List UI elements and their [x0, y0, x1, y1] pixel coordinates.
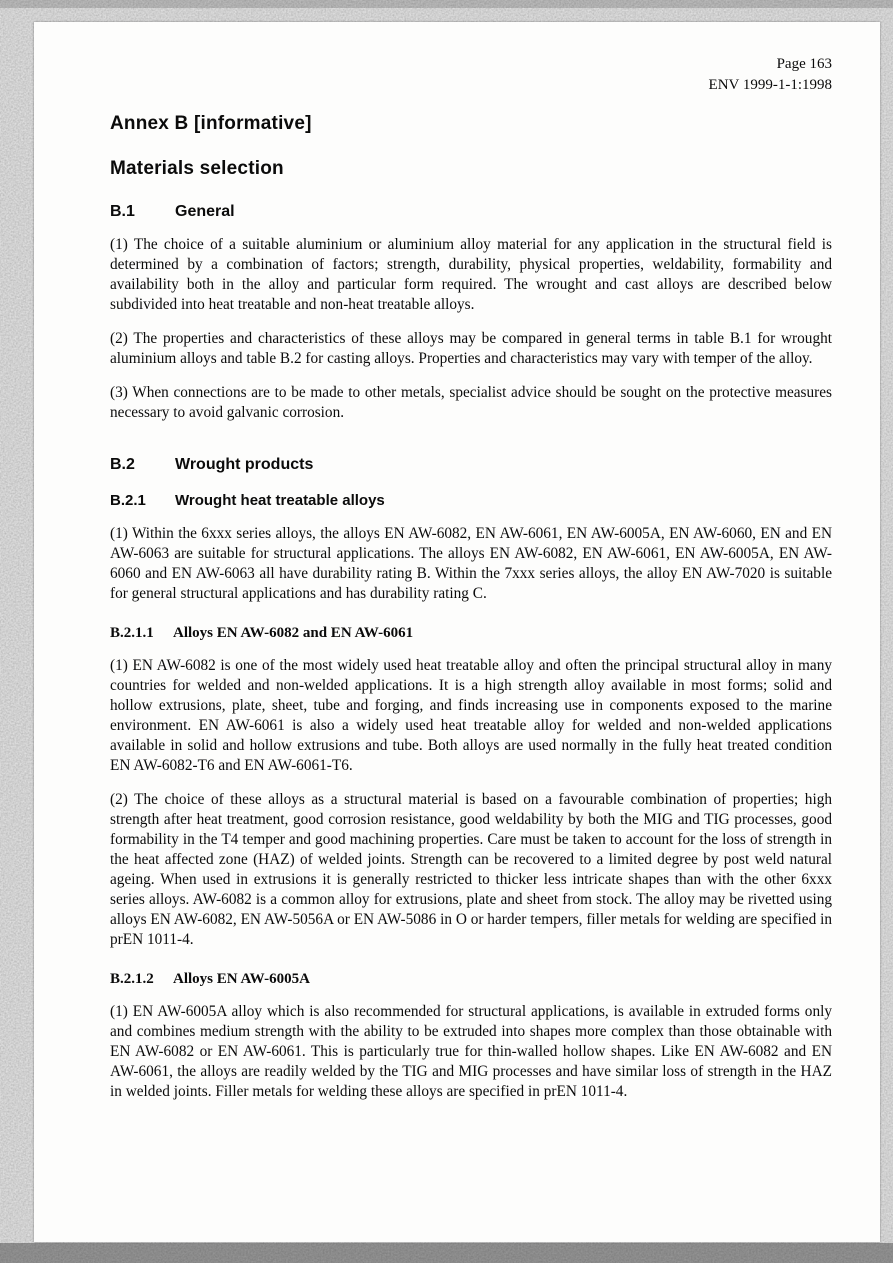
paragraph: (1) The choice of a suitable aluminium or aluminium alloy material for any application in the structural field is determined by a combination of factors; strength, durability, physical properties, weldability, formability and availability both in the alloy and particular form required. The wrought and cast alloys are described below subdivided into heat treatable and non-heat treatable alloys.	[110, 236, 832, 313]
section-title: Wrought products	[175, 456, 314, 473]
section-title: Alloys EN AW-6082 and EN AW-6061	[173, 625, 414, 641]
paragraph: (2) The properties and characteristics of these alloys may be compared in general terms in table B.1 for wrought aluminium alloys and table B.2 for casting alloys. Properties and characteristics may vary with temper of the alloy.	[110, 330, 832, 367]
page-header	[110, 54, 832, 96]
section-number: B.2	[110, 456, 135, 473]
section-heading-b212	[110, 970, 832, 988]
section-number: B.1	[110, 203, 135, 220]
section-title: Wrought heat treatable alloys	[175, 492, 385, 509]
section-heading-b21	[110, 492, 832, 510]
scan-top-shadow	[0, 0, 893, 8]
annex-title: Annex B [informative]	[110, 113, 312, 134]
section-number: B.2.1.1	[110, 625, 154, 641]
document-page	[34, 22, 880, 1242]
paragraph: (1) Within the 6xxx series alloys, the alloys EN AW-6082, EN AW-6061, EN AW-6005A, EN AW-6060, EN and EN AW-6063 are suitable for structural applications. The alloys EN AW-6082, EN AW-6061, EN AW-6005A, EN AW-6060 and EN AW-6063 all have durability rating B. Within the 7xxx series alloys, the alloy EN AW-7020 is suitable for general structural applications and has durability rating C.	[110, 525, 832, 602]
document-title: Materials selection	[110, 158, 284, 179]
document-reference: ENV 1999-1-1:1998	[708, 77, 832, 93]
paragraph: (1) EN AW-6005A alloy which is also recommended for structural applications, is available in extruded forms only and combines medium strength with the ability to be extruded into shapes more complex than those obtainable with EN AW-6082 or EN AW-6061. This is particularly true for thin-walled hollow shapes. Like EN AW-6082 and EN AW-6061, the alloys are readily welded by the TIG and MIG processes and have similar loss of strength in the HAZ in welded joints. Filler metals for welding these alloys are specified in prEN 1011-4.	[110, 1003, 832, 1100]
section-title: Alloys EN AW-6005A	[173, 971, 310, 987]
section-heading-b2	[110, 455, 832, 474]
section-number: B.2.1	[110, 492, 146, 509]
paragraph: (2) The choice of these alloys as a structural material is based on a favourable combination of properties; high strength after heat treatment, good corrosion resistance, good weldability by both the MIG and TIG processes, good formability in the T4 temper and good machining properties. Care must be taken to account for the loss of strength in the heat affected zone (HAZ) of welded joints. Strength can be recovered to a limited degree by post weld natural ageing. When used in extrusions it is generally restricted to thicker less intricate shapes than with the other 6xxx series alloys. AW-6082 is a common alloy for extrusions, plate and sheet from stock. The alloy may be rivetted using alloys EN AW-6082, EN AW-5056A or EN AW-5086 in O or harder tempers, filler metals for welding are specified in prEN 1011-4.	[110, 791, 832, 948]
page-number: Page 163	[776, 56, 832, 72]
section-number: B.2.1.2	[110, 971, 154, 987]
paragraph: (3) When connections are to be made to other metals, specialist advice should be sought on the protective measures necessary to avoid galvanic corrosion.	[110, 384, 832, 421]
section-title: General	[175, 203, 235, 220]
paragraph: (1) EN AW-6082 is one of the most widely used heat treatable alloy and often the principal structural alloy in many countries for welded and non-welded applications. It is a high strength alloy available in most forms; solid and hollow extrusions, plate, sheet, tube and forging, and finds increasing use in components exposed to the marine environment. EN AW-6061 is also a widely used heat treatable alloy for welded and non-welded applications available in solid and hollow extrusions and tube. Both alloys are used normally in the fully heat treated condition EN AW-6082-T6 and EN AW-6061-T6.	[110, 657, 832, 774]
section-heading-b1	[110, 202, 832, 221]
scan-bottom-shadow	[0, 1243, 893, 1263]
section-heading-b211	[110, 624, 832, 642]
